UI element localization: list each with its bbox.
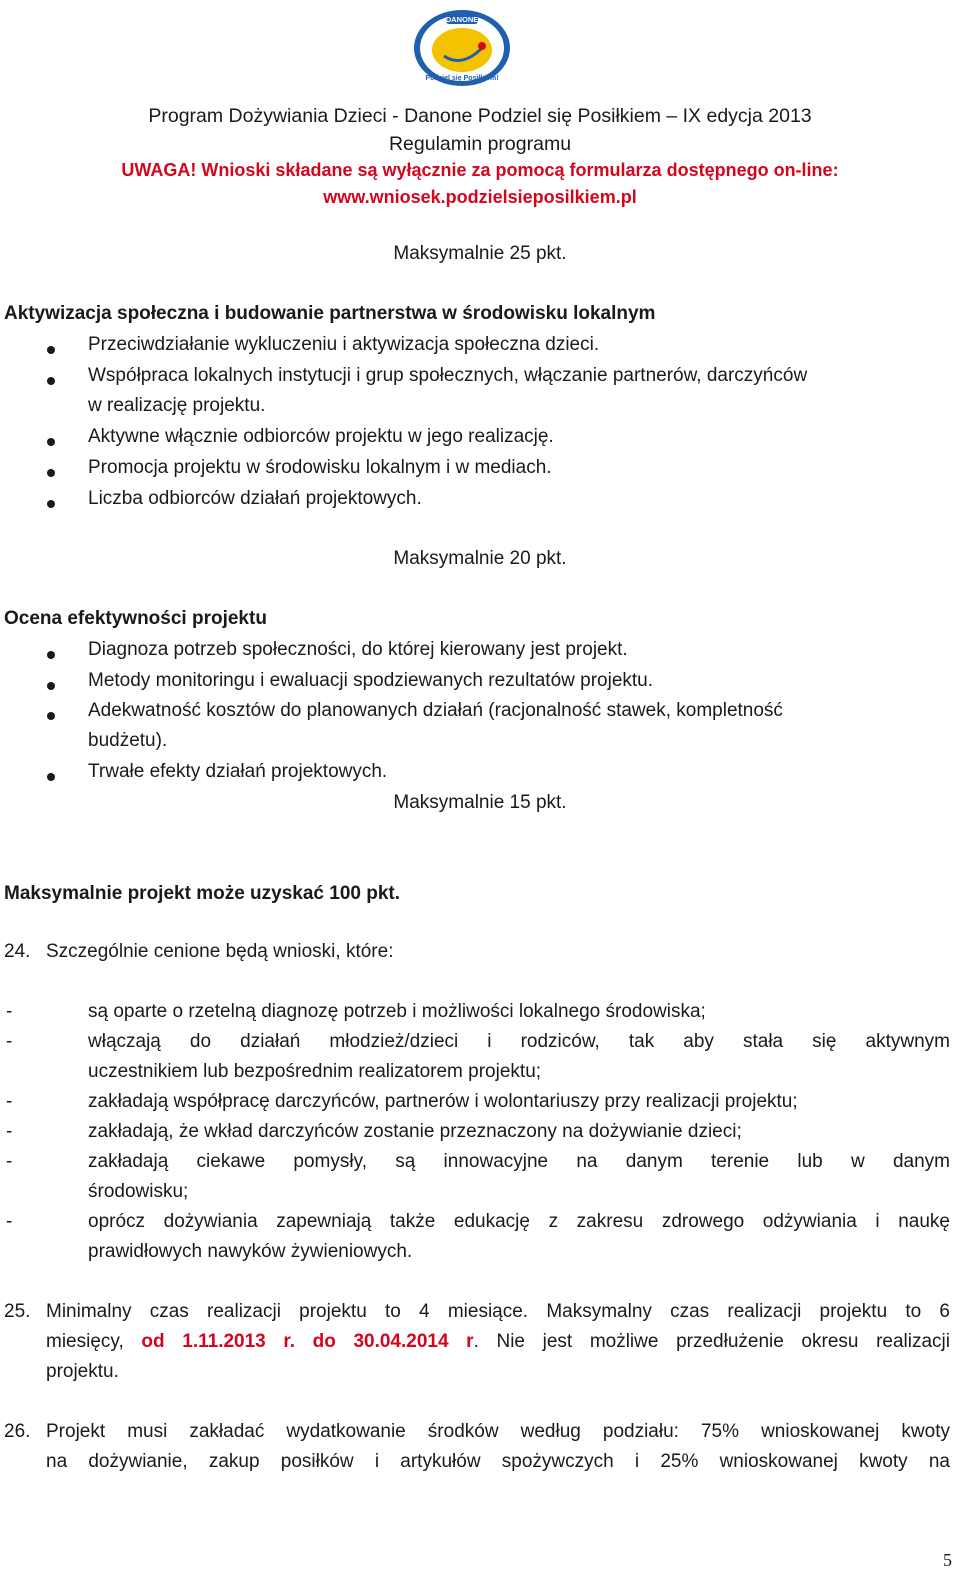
dash-marker: -	[6, 1121, 13, 1142]
page-number: 5	[943, 1550, 952, 1570]
list-item: są oparte o rzetelną diagnozę potrzeb i możliwości lokalnego środowiska;	[88, 1001, 706, 1022]
paragraph-number: 24.	[4, 941, 31, 962]
logo-brand: DANONE	[445, 15, 479, 24]
list-item: Promocja projektu w środowisku lokalnym i w mediach.	[88, 457, 552, 478]
bullet-icon	[47, 438, 55, 446]
bullet-icon	[47, 500, 55, 508]
list-item: Trwałe efekty działań projektowych.	[88, 761, 388, 782]
list-item: Metody monitoringu i ewaluacji spodziewanych rezultatów projektu.	[88, 670, 654, 691]
bullet-icon	[47, 682, 55, 690]
header-subtitle: Regulamin programu	[388, 133, 572, 155]
max-points-15: Maksymalnie 15 pkt.	[393, 792, 567, 813]
dash-marker: -	[6, 1151, 13, 1172]
header-title: Program Dożywiania Dzieci - Danone Podziel się Posiłkiem – IX edycja 2013	[148, 105, 812, 127]
bullet-icon	[47, 346, 55, 354]
paragraph-26-line-1: Projekt musi zakładać wydatkowanie środków według podziału: 75% wnioskowanej kwoty	[46, 1421, 950, 1442]
paragraph-25-text: miesięcy,	[46, 1331, 124, 1352]
paragraph-24-text: Szczególnie cenione będą wnioski, które:	[46, 941, 394, 962]
section-heading-efficiency: Ocena efektywności projektu	[4, 608, 267, 629]
bullet-icon	[47, 712, 55, 720]
paragraph-26-line-2: na dożywianie, zakup posiłków i artykułów spożywczych i 25% wnioskowanej kwoty na	[46, 1451, 950, 1472]
section-heading-activation: Aktywizacja społeczna i budowanie partnerstwa w środowisku lokalnym	[4, 303, 656, 324]
list-item: Liczba odbiorców działań projektowych.	[88, 488, 422, 509]
list-item: Adekwatność kosztów do planowanych działań (racjonalność stawek, kompletność	[88, 700, 783, 721]
max-points-25: Maksymalnie 25 pkt.	[393, 243, 567, 264]
list-item: włączają do działań młodzież/dzieci i rodziców, tak aby stała się aktywnym	[88, 1031, 950, 1052]
paragraph-25-line-3: projektu.	[46, 1361, 119, 1382]
list-item: zakładają ciekawe pomysły, są innowacyjne na danym terenie lub w danym	[88, 1151, 950, 1172]
paragraph-25-text: . Nie jest możliwe przedłużenie okresu realizacji	[473, 1331, 950, 1352]
paragraph-25-line-2	[46, 1331, 950, 1353]
list-item: Aktywne włącznie odbiorców projektu w jego realizację.	[88, 426, 554, 447]
list-item-continuation: budżetu).	[88, 730, 168, 751]
list-item-continuation: prawidłowych nawyków żywieniowych.	[88, 1241, 413, 1262]
danone-logo	[410, 4, 514, 88]
dash-marker: -	[6, 1001, 13, 1022]
project-date-range: od 1.11.2013 r. do 30.04.2014 r	[141, 1331, 474, 1352]
list-item-continuation: środowisku;	[88, 1181, 189, 1202]
paragraph-25-line-1: Minimalny czas realizacji projektu to 4 miesiące. Maksymalny czas realizacji projektu to 6	[46, 1301, 950, 1322]
dash-marker: -	[6, 1091, 13, 1112]
bullet-icon	[47, 651, 55, 659]
list-item: zakładają, że wkład darczyńców zostanie przeznaczony na dożywianie dzieci;	[88, 1121, 742, 1142]
total-points: Maksymalnie projekt może uzyskać 100 pkt.	[4, 883, 401, 904]
max-points-20: Maksymalnie 20 pkt.	[393, 548, 567, 569]
list-item-continuation: w realizację projektu.	[88, 395, 266, 416]
dash-marker: -	[6, 1031, 13, 1052]
header-url-link[interactable]: www.wniosek.podzielsieposilkiem.pl	[323, 187, 637, 207]
header-warning: UWAGA! Wnioski składane są wyłącznie za pomocą formularza dostępnego on-line:	[121, 160, 839, 180]
list-item-continuation: uczestnikiem lub bezpośrednim realizatorem projektu;	[88, 1061, 542, 1082]
list-item: Przeciwdziałanie wykluczeniu i aktywizacja społeczna dzieci.	[88, 334, 600, 355]
paragraph-number: 26.	[4, 1421, 31, 1442]
bullet-icon	[47, 377, 55, 385]
list-item: oprócz dożywiania zapewniają także edukację z zakresu zdrowego odżywiania i naukę	[88, 1211, 950, 1232]
logo-slogan: Podziel się Posiłkiem!	[425, 75, 499, 82]
dash-marker: -	[6, 1211, 13, 1232]
list-item: zakładają współpracę darczyńców, partnerów i wolontariuszy przy realizacji projektu;	[88, 1091, 798, 1112]
paragraph-number: 25.	[4, 1301, 31, 1322]
list-item: Współpraca lokalnych instytucji i grup społecznych, włączanie partnerów, darczyńców	[88, 365, 808, 386]
list-item: Diagnoza potrzeb społeczności, do której kierowany jest projekt.	[88, 639, 628, 660]
bullet-icon	[47, 773, 55, 781]
bullet-icon	[47, 469, 55, 477]
